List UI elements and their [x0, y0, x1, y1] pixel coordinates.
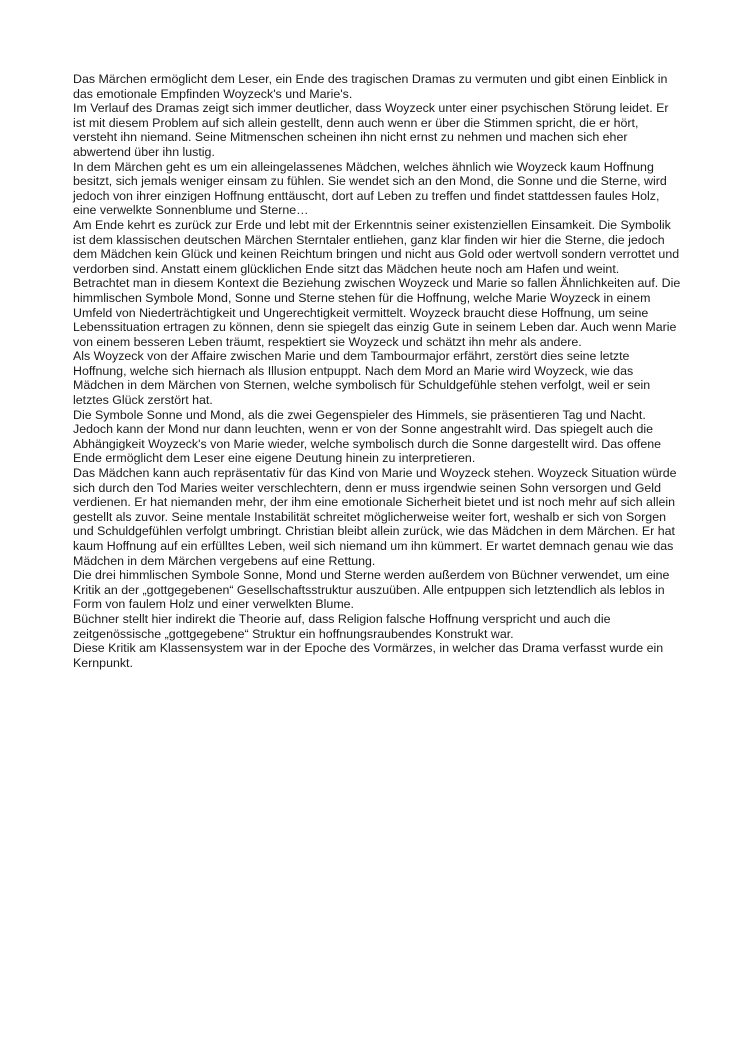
paragraph-8: Das Mädchen kann auch repräsentativ für das Kind von Marie und Woyzeck stehen. Woyzeck Situation würde sich durch den Tod Maries weiter verschlechtern, denn er muss irgendwie seinen Sohn versorgen und Geld verdienen. Er hat niemanden mehr, der ihm eine emotionale Sicherheit bietet und ist noch mehr auf sich allein gestellt als zuvor. Seine mentale Instabilität schreitet möglicherweise weiter fort, weshalb er sich von Sorgen und Schuldgefühlen verfolgt umbringt. Christian bleibt allein zurück, wie das Mädchen in dem Märchen. Er hat kaum Hoffnung auf ein erfülltes Leben, weil sich niemand um ihn kümmert. Er wartet demnach genau wie das Mädchen in dem Märchen vergebens auf eine Rettung.: [73, 466, 677, 568]
paragraph-1: Das Märchen ermöglicht dem Leser, ein Ende des tragischen Dramas zu vermuten und gibt einen Einblick in das emotionale Empfinden Woyzeck's und Marie's.: [73, 72, 668, 101]
paragraph-6: Als Woyzeck von der Affaire zwischen Marie und dem Tambourmajor erfährt, zerstört dies seine letzte Hoffnung, welche sich hiernach als Illusion entpuppt. Nach dem Mord an Marie wird Woyzeck, wie das Mädchen in dem Märchen von Sternen, welche symbolisch für Schuldgefühle stehen verfolgt, weil er sein letztes Glück zerstört hat.: [73, 349, 651, 408]
paragraph-7: Die Symbole Sonne und Mond, als die zwei Gegenspieler des Himmels, sie präsentieren Tag und Nacht. Jedoch kann der Mond nur dann leuchten, wenn er von der Sonne angestrahlt wird. Das spiegelt auch die Abhängigkeit Woyzeck's von Marie wieder, welche symbolisch durch die Sonne dargestellt wird. Das offene Ende ermöglicht dem Leser eine eigene Deutung hinein zu interpretieren.: [73, 407, 662, 466]
paragraph-11: Diese Kritik am Klassensystem war in der Epoche des Vormärzes, in welcher das Drama verfasst wurde ein Kernpunkt.: [73, 641, 664, 670]
paragraph-3: In dem Märchen geht es um ein alleingelassenes Mädchen, welches ähnlich wie Woyzeck kaum Hoffnung besitzt, sich jemals weniger einsam zu fühlen. Sie wendet sich an den Mond, die Sonne und die Sterne, wird jedoch von ihrer einzigen Hoffnung enttäuscht, dort auf Leben zu treffen und findet stattdessen faules Holz, eine verwelkte Sonnenblume und Sterne…: [73, 159, 667, 218]
paragraph-5: Betrachtet man in diesem Kontext die Beziehung zwischen Woyzeck und Marie so fallen Ähnlichkeiten auf. Die himmlischen Symbole Mond, Sonne und Sterne stehen für die Hoffnung, welche Marie Woyzeck in einem Umfeld von Niederträchtigkeit und Ungerechtigkeit vermittelt. Woyzeck braucht diese Hoffnung, um seine Lebenssituation ertragen zu können, denn sie spiegelt das einzig Gute in seinem Leben dar. Auch wenn Marie von einem besseren Leben träumt, respektiert sie Woyzeck und schätzt ihn mehr als andere.: [73, 276, 681, 349]
body-text: [73, 72, 683, 670]
paragraph-9: Die drei himmlischen Symbole Sonne, Mond und Sterne werden außerdem von Büchner verwendet, um eine Kritik an der „gottgegebenen“ Gesellschaftsstruktur auszuüben. Alle entpuppen sich letztendlich als leblos in Form von faulem Holz und einer verwelkten Blume.: [73, 568, 670, 612]
paragraph-2: Im Verlauf des Dramas zeigt sich immer deutlicher, dass Woyzeck unter einer psychischen Störung leidet. Er ist mit diesem Problem auf sich allein gestellt, denn auch wenn er über die Stimmen spricht, die er hört, versteht ihn niemand. Seine Mitmenschen scheinen ihn nicht ernst zu nehmen und machen sich eher abwertend über ihn lustig.: [73, 101, 669, 159]
paragraph-4: Am Ende kehrt es zurück zur Erde und lebt mit der Erkenntnis seiner existenziellen Einsamkeit. Die Symbolik ist dem klassischen deutschen Märchen Sterntaler entliehen, ganz klar finden wir hier die Sterne, die jedoch dem Mädchen kein Glück und keinen Reichtum bringen und nicht aus Gold oder wertvoll sondern verrottet und verdorben sind. Anstatt einem glücklichen Ende sitzt das Mädchen heute noch am Hafen und weint.: [73, 217, 680, 276]
paragraph-10: Büchner stellt hier indirekt die Theorie auf, dass Religion falsche Hoffnung verspricht und auch die zeitgenössische „gottgegebene“ Struktur ein hoffnungsraubendes Konstrukt war.: [73, 611, 611, 641]
